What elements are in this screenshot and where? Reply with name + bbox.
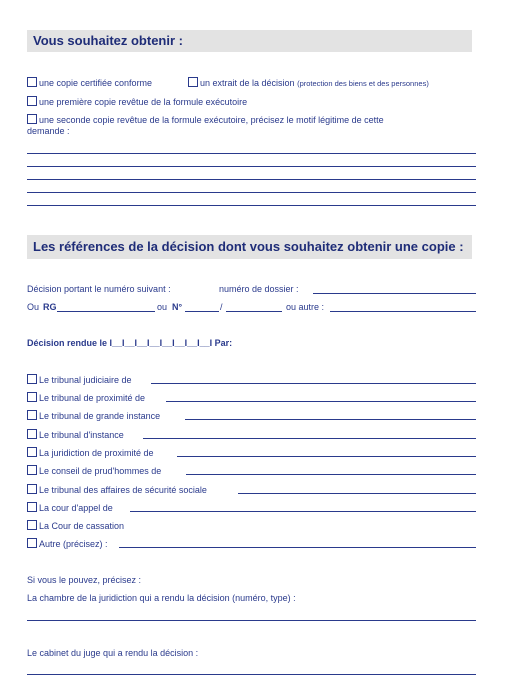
court-option[interactable]: Le tribunal judiciaire de — [27, 374, 132, 386]
court-option[interactable]: Le conseil de prud'hommes de — [27, 465, 161, 477]
rg-field[interactable] — [57, 311, 155, 312]
n-field-1[interactable] — [185, 311, 219, 312]
court-option[interactable]: La juridiction de proximité de — [27, 447, 154, 459]
option-copie-certifiee[interactable]: une copie certifiée conforme — [27, 77, 152, 89]
court-option[interactable]: Autre (précisez) : — [27, 538, 108, 550]
motif-line[interactable] — [27, 179, 476, 180]
numero-dossier-field[interactable] — [313, 293, 476, 294]
slash: / — [220, 302, 223, 312]
ou-n-label: ou — [157, 302, 168, 312]
court-option[interactable]: La cour d'appel de — [27, 502, 113, 514]
rg-label: RG — [43, 302, 57, 312]
checkbox[interactable] — [27, 447, 37, 457]
checkbox[interactable] — [27, 96, 37, 106]
court-field[interactable] — [143, 438, 476, 439]
section-header-obtenir — [27, 30, 472, 52]
numero-dossier-label: numéro de dossier : — [219, 284, 299, 294]
option-seconde-copie-cont: demande : — [27, 126, 70, 136]
court-field[interactable] — [130, 511, 476, 512]
ou-autre-label: ou autre : — [286, 302, 325, 312]
checkbox[interactable] — [27, 538, 37, 548]
motif-line[interactable] — [27, 192, 476, 193]
checkbox[interactable] — [27, 520, 37, 530]
autre-court-field[interactable] — [119, 547, 476, 548]
checkbox[interactable] — [27, 374, 37, 384]
court-field[interactable] — [177, 456, 476, 457]
court-option[interactable]: Le tribunal d'instance — [27, 429, 124, 441]
checkbox[interactable] — [188, 77, 198, 87]
cabinet-field[interactable] — [27, 674, 476, 675]
motif-line[interactable] — [27, 205, 476, 206]
chambre-field[interactable] — [27, 620, 476, 621]
checkbox[interactable] — [27, 77, 37, 87]
court-field[interactable] — [186, 474, 476, 475]
decision-rendue-label[interactable]: Décision rendue le I__I__I__I__I__I__I__I__I Par: — [27, 338, 233, 348]
court-option[interactable]: La Cour de cassation — [27, 520, 124, 532]
autre-field[interactable] — [330, 311, 476, 312]
decision-numero-label: Décision portant le numéro suivant : — [27, 284, 171, 294]
court-field[interactable] — [185, 419, 476, 420]
ou-label: Ou — [27, 302, 40, 312]
section-header-references — [27, 235, 472, 259]
checkbox[interactable] — [27, 392, 37, 402]
court-option[interactable]: Le tribunal des affaires de sécurité sociale — [27, 484, 207, 496]
court-option[interactable]: Le tribunal de proximité de — [27, 392, 145, 404]
option-extrait[interactable]: un extrait de la décision (protection des biens et des personnes) — [188, 77, 429, 89]
checkbox[interactable] — [27, 114, 37, 124]
checkbox[interactable] — [27, 484, 37, 494]
checkbox[interactable] — [27, 429, 37, 439]
motif-line[interactable] — [27, 153, 476, 154]
court-option[interactable]: Le tribunal de grande instance — [27, 410, 160, 422]
checkbox[interactable] — [27, 502, 37, 512]
n-field-2[interactable] — [226, 311, 282, 312]
chambre-label: La chambre de la juridiction qui a rendu la décision (numéro, type) : — [27, 593, 296, 603]
court-field[interactable] — [166, 401, 476, 402]
section-title: Les références de la décision dont vous souhaitez obtenir une copie : — [33, 239, 464, 254]
checkbox[interactable] — [27, 465, 37, 475]
section-title: Vous souhaitez obtenir : — [33, 33, 183, 48]
n-label: N° — [172, 302, 183, 312]
si-vous-pouvez-label: Si vous le pouvez, précisez : — [27, 575, 142, 585]
court-field[interactable] — [238, 493, 476, 494]
motif-line[interactable] — [27, 166, 476, 167]
cabinet-label: Le cabinet du juge qui a rendu la décision : — [27, 648, 199, 658]
option-seconde-copie[interactable]: une seconde copie revêtue de la formule exécutoire, précisez le motif légitime de cette — [27, 114, 384, 126]
option-premiere-copie[interactable]: une première copie revêtue de la formule exécutoire — [27, 96, 247, 108]
checkbox[interactable] — [27, 410, 37, 420]
court-field[interactable] — [151, 383, 476, 384]
